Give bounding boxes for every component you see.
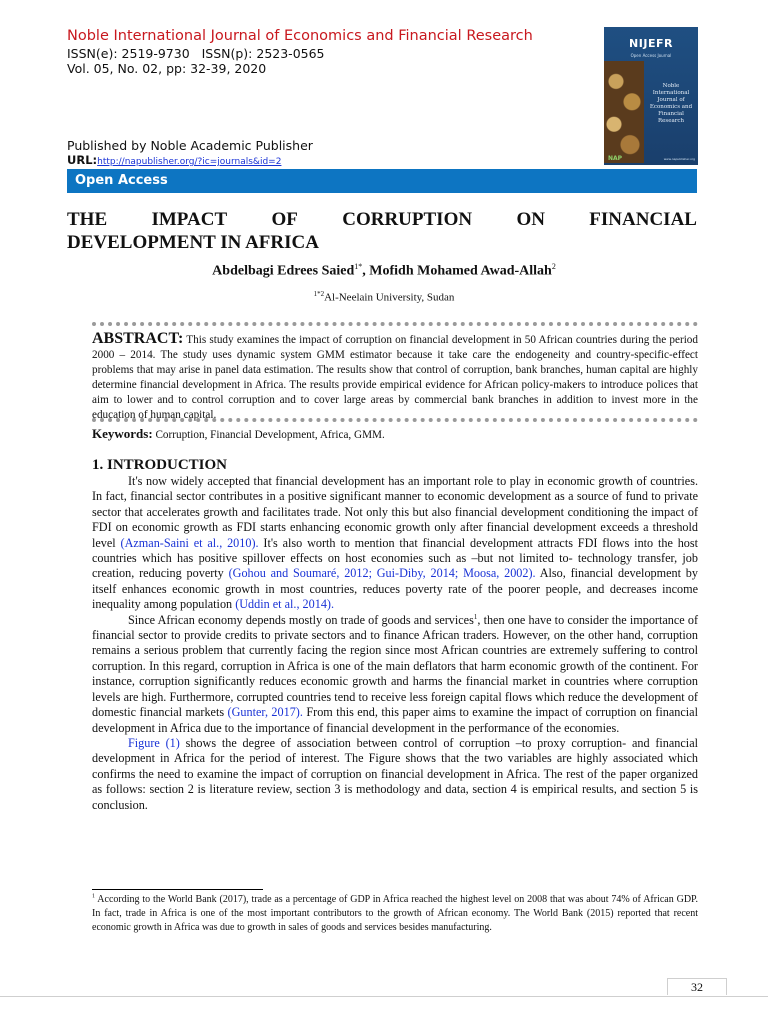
cover-publisher-logo: NAP: [608, 155, 623, 162]
author-1: Abdelbagi Edrees Saied: [212, 263, 355, 279]
abstract-bottom-divider: [92, 418, 698, 422]
paragraph: [92, 736, 698, 813]
affiliation-text: Al-Neelain University, Sudan: [324, 291, 455, 304]
footnote-text: According to the World Bank (2017), trade as a percentage of GDP in Africa reached the highest level on 2008 that was about 74% of African GDP. In fact, trade in Africa is one of the most important contributors to the growth of African economy. The World Bank (2015) reported that recent economic growth in Africa was due to growth in sales of goods and services besides manufacturing.: [92, 894, 698, 933]
author-separator: ,: [362, 263, 370, 279]
paragraph-text: From this end, this paper aims to examine the impact of corruption on financial development in Africa due to the importance of financial development in the performance of the economies.: [92, 705, 698, 735]
author-1-affil: 1*: [354, 262, 363, 271]
citation-link[interactable]: (Azman-Saini et al., 2010).: [120, 535, 259, 550]
open-access-bar: [67, 169, 697, 193]
journal-url-link[interactable]: http://napublisher.org/?ic=journals&id=2: [97, 157, 282, 167]
title-word: OF: [271, 209, 298, 230]
cover-url: www.napublisher.org: [663, 157, 695, 161]
footnote-divider: [92, 889, 263, 890]
paragraph-text: Since African economy depends mostly on trade of goods and services: [128, 612, 474, 627]
abstract: [92, 331, 698, 423]
paragraph: [92, 474, 698, 613]
open-access-label: Open Access: [75, 173, 168, 188]
page-number-box: [667, 978, 727, 995]
page-number: 32: [691, 980, 703, 994]
cover-coins-picture: [604, 61, 644, 163]
affiliation: [0, 290, 768, 304]
journal-title: Noble International Journal of Economics and Financial Research: [67, 28, 533, 44]
author-2-affil: 2: [551, 262, 556, 271]
page-footer-rule: [0, 996, 768, 997]
cover-journal-name: Noble International Journal of Economics and Financial Research: [649, 83, 693, 124]
paragraph-text: It's also worth to mention that financial development attracts FDI flows into the host countries which has positive spillover effects on host economies such as –but not limited to- technology transfer, job creation, reducing poverty: [92, 535, 699, 581]
title-word: ON: [516, 209, 545, 230]
abstract-label: ABSTRACT:: [92, 330, 184, 347]
paragraph-text: It's now widely accepted that financial development has an important role to play in economic growth of countries. In fact, financial sector contributes in a positive significant manner to economic development as a source of fund to private sector that accelerates growth and facilitates trade. Not only this but also financial development conditioning the impact of FDI on economic growth as FDI starts enhancing economic growth only after financial development exceeds a threshold level: [92, 474, 698, 550]
section-heading-introduction: 1. INTRODUCTION: [92, 457, 228, 473]
affiliation-marker: 1*2: [313, 290, 325, 298]
citation-link[interactable]: (Gunter, 2017).: [227, 705, 303, 720]
url-line: [67, 153, 281, 167]
figure-reference-link[interactable]: Figure (1): [128, 735, 180, 750]
paragraph-text: shows the degree of association between control of corruption –to proxy corruption- and financial development in Africa for the period of interest. The Figure shows that the two variables are highly associated which confirms the need to examine the impact of corruption on financial development in Africa. The rest of the paper organized as follows: section 2 is literature review, section 3 is methodology and data, section 4 is empirical results, and section 5 is conclusion.: [92, 735, 698, 812]
paragraph-text: , then one have to consider the importance of financial sector to provide credits to private sectors and to finance African traders. However, on the other hand, corruption remains a serious problem that currently facing the region since most African countries are extremely suffering to control corruption. In this regard, corruption in Africa is one of the main deflators that harm economic growth of the continent. For instance, corruption significantly reduces economic growth and harms the financial market in countries where corruption levels are high. Furthermore, corrupted countries tend to receive less foreign capital flows which reduce the development of domestic financial markets: [92, 612, 699, 720]
url-label: URL:: [67, 153, 98, 167]
abstract-top-divider: [92, 322, 698, 326]
title-word: CORRUPTION: [342, 209, 473, 230]
title-line-2: DEVELOPMENT IN AFRICA: [67, 232, 319, 253]
paragraph-text: Also, financial development by itself enhances economic growth in most countries, reduces poverty rate of the poorer people, and decreases income inequality among population: [92, 566, 698, 612]
journal-cover-image: [604, 27, 698, 165]
volume-line: Vol. 05, No. 02, pp: 32-39, 2020: [67, 61, 267, 76]
issn-line: ISSN(e): 2519-9730 ISSN(p): 2523-0565: [67, 46, 325, 61]
authors: [0, 262, 768, 280]
author-2: Mofidh Mohamed Awad-Allah: [369, 263, 552, 279]
publisher-line: Published by Noble Academic Publisher: [67, 138, 313, 153]
abstract-text: This study examines the impact of corruption on financial development in 50 African countries during the period 2000 – 2014. The study uses dynamic system GMM estimator because it take care the endogeneity and country-specific-effect problems that may arise in panel data estimation. The results show that control of corruption, bank branches, human capital are highly determine financial development in Africa. The results provide empirical evidence for African policy-makers to introduce polices that aim to lower and to control corruption and to cover large areas by commercial bank branches in addition to invest more in the education of human capital.: [92, 334, 698, 421]
keywords-label: Keywords:: [92, 426, 153, 441]
title-word: THE: [67, 209, 108, 230]
introduction-body: [92, 474, 698, 813]
footnote-number: 1: [92, 893, 95, 900]
title-word: FINANCIAL: [589, 209, 697, 230]
cover-title: NIJEFR: [629, 37, 673, 50]
paper-title: [67, 208, 697, 254]
keywords: [92, 426, 698, 442]
citation-link[interactable]: (Gohou and Soumaré, 2012; Gui-Diby, 2014; Moosa, 2002).: [228, 566, 536, 581]
citation-link[interactable]: (Uddin et al., 2014).: [235, 597, 335, 612]
footnote: [92, 893, 698, 935]
title-word: IMPACT: [151, 209, 228, 230]
cover-subtitle: Open Access Journal: [630, 53, 672, 58]
footnote-marker[interactable]: 1: [473, 612, 478, 621]
keywords-text: Corruption, Financial Development, Africa, GMM.: [152, 429, 385, 441]
paragraph: [92, 613, 698, 736]
title-line-1: [67, 208, 697, 231]
